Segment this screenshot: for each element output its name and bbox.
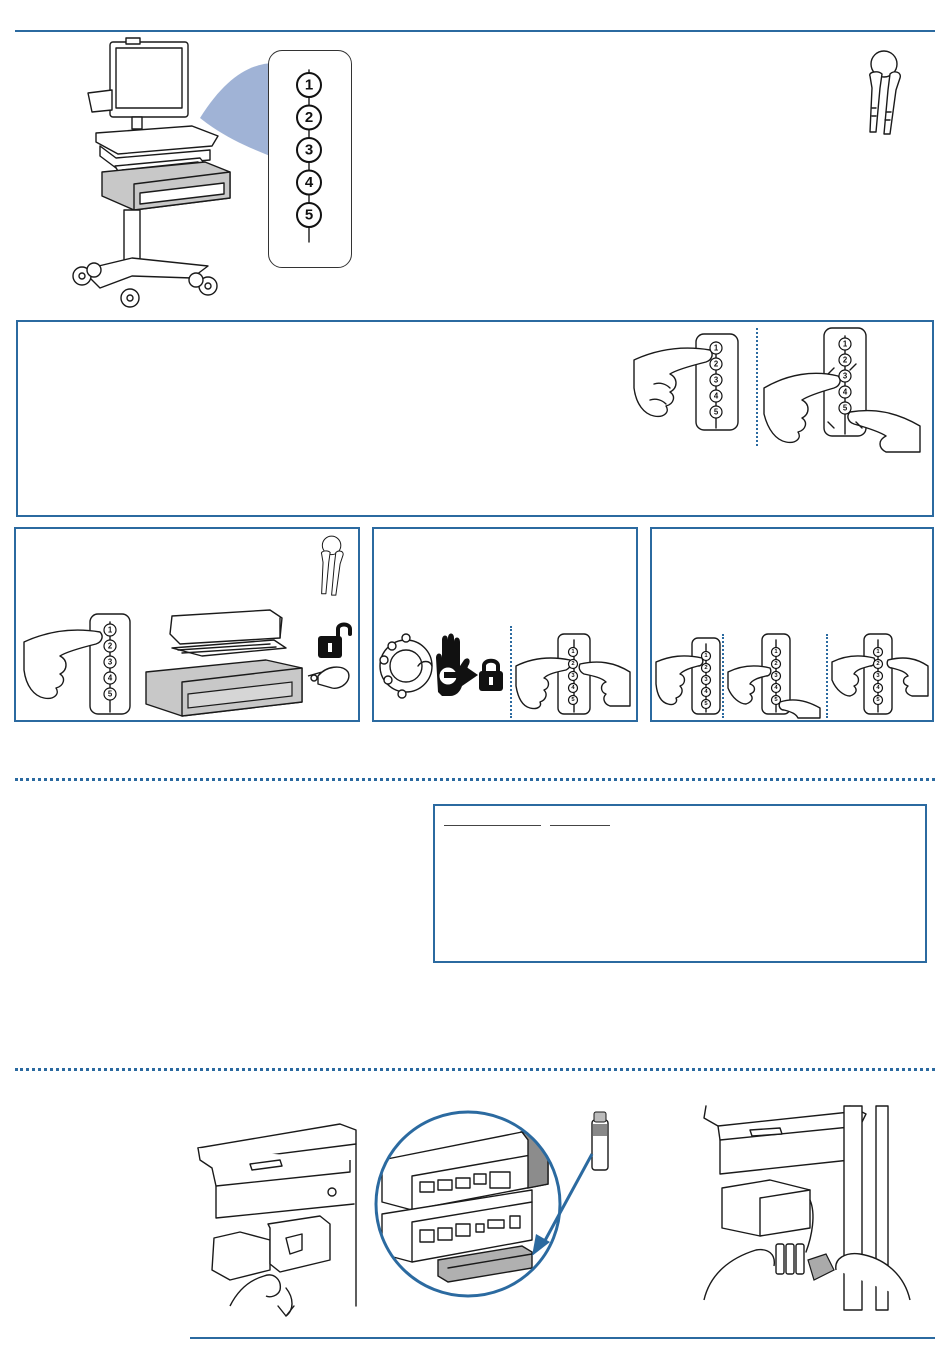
- keypad-button-label: 1: [713, 343, 719, 353]
- info-underline-a: [444, 825, 541, 826]
- keypad-button-label: 3: [842, 371, 848, 381]
- section-divider: [15, 1068, 935, 1071]
- keypad-button-label: 5: [704, 701, 708, 707]
- keypad-button-label: 3: [704, 677, 708, 683]
- battery-cover-illustration: [190, 1120, 360, 1310]
- keypad-button-label: 4: [304, 174, 314, 191]
- keypad-button-label: 5: [713, 407, 719, 417]
- keypad-button-label: 4: [571, 685, 575, 691]
- divider-dotted: [756, 328, 758, 446]
- keypad-button-label: 2: [842, 355, 848, 365]
- batteries-in-hand-illustration: [700, 1104, 914, 1310]
- keypad-button-label: 1: [107, 625, 113, 635]
- keypad-button-label: 5: [304, 206, 314, 224]
- keypad-button-label: 2: [571, 661, 575, 667]
- keypad-button-label: 2: [107, 641, 113, 651]
- keypad-button-label: 1: [704, 653, 708, 659]
- info-underline-b: [550, 825, 610, 826]
- keypad-button-label: 5: [876, 697, 880, 703]
- keypad-button-label: 2: [304, 109, 314, 126]
- keypad-button-label: 1: [876, 649, 880, 655]
- keypad-button-label: 5: [842, 403, 848, 413]
- keypad-button-label: 4: [774, 685, 778, 691]
- keypad-button-label: 5: [571, 697, 575, 703]
- insert-arrow: [520, 1150, 600, 1260]
- keypad-button-label: 4: [704, 689, 708, 695]
- keypad-small-c: [90, 614, 130, 714]
- padlock-open-icon: [316, 620, 352, 660]
- keypad-button-label: 3: [571, 673, 575, 679]
- keypad-button-label: 4: [713, 391, 719, 401]
- keypad-button-label: 5: [107, 689, 113, 699]
- keys-icon: [860, 48, 912, 138]
- keypad-large: [268, 50, 350, 266]
- keypad-small-d: [558, 636, 588, 714]
- keypad-button-label: 3: [107, 657, 113, 667]
- arrow-right-icon: [444, 664, 478, 686]
- divider-dotted: [510, 626, 512, 718]
- keypad-button-label: 2: [713, 359, 719, 369]
- keypad-small-b: [825, 328, 865, 436]
- keypad-button-label: 2: [876, 661, 880, 667]
- keypad-button-label: 2: [774, 661, 778, 667]
- keypad-button-label: 3: [876, 673, 880, 679]
- keypad-button-label: 3: [304, 141, 314, 159]
- bottom-rule: [190, 1337, 935, 1339]
- keypad-small-f: [762, 636, 790, 712]
- keypad-button-label: 3: [713, 375, 719, 385]
- section-box-info: [433, 804, 927, 963]
- keypad-button-label: 3: [774, 673, 778, 679]
- keypad-button-label: 4: [107, 673, 113, 683]
- top-rule: [15, 30, 935, 32]
- keypad-small-g: [864, 636, 892, 712]
- keypad-small-e: [692, 640, 720, 714]
- section-divider: [15, 778, 935, 781]
- divider-dotted: [826, 634, 828, 718]
- keypad-button-label: 1: [571, 649, 575, 655]
- keypad-button-label: 4: [842, 387, 848, 397]
- divider-dotted: [722, 634, 724, 718]
- keypad-button-label: 1: [774, 649, 778, 655]
- padlock-closed-icon: [478, 658, 504, 692]
- keypad-button-label: 4: [876, 685, 880, 691]
- keypad-button-label: 1: [304, 76, 314, 94]
- keypad-small-a: [696, 332, 736, 432]
- keypad-button-label: 1: [842, 339, 848, 349]
- keypad-button-label: 2: [704, 665, 708, 671]
- keypad-button-label: 5: [774, 697, 778, 703]
- keys-icon: [314, 534, 352, 598]
